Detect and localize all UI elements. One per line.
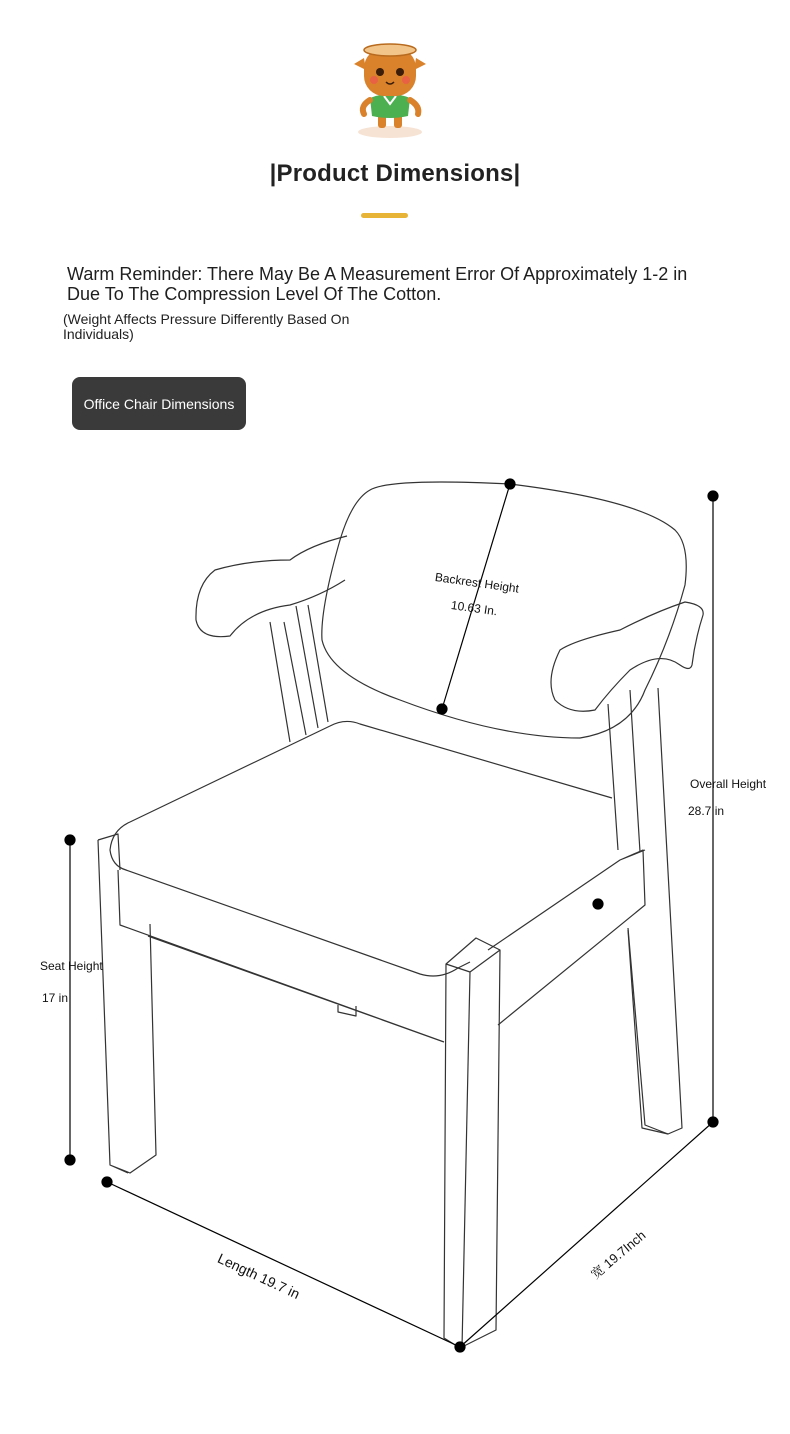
measurement-reminder: Warm Reminder: There May Be A Measurement Error Of Approximately 1-2 in Due To The Compression Level Of The Cotton. [67, 264, 688, 304]
chair-leg-front-right [444, 938, 500, 1348]
chair-seat [110, 721, 612, 976]
overall-height-value: 28.7 in [688, 804, 725, 818]
width-label: 宽 19.7Inch [587, 1227, 649, 1282]
office-chair-dimensions-tag: Office Chair Dimensions [72, 377, 246, 430]
chair-right-armrest [551, 602, 703, 711]
chair-back-post-left [270, 605, 328, 742]
chair-leg-front-left [98, 834, 156, 1173]
chair-seat-side [488, 850, 645, 1025]
chair-backrest [322, 482, 686, 738]
seat-height-value: 17 in [42, 991, 69, 1005]
chair-back-post-right [608, 688, 682, 1134]
weight-note: (Weight Affects Pressure Differently Based On Individuals) [63, 311, 350, 342]
backrest-height-value: 10.63 In. [450, 598, 499, 619]
chair-left-armrest [196, 536, 347, 637]
overall-height-label: Overall Height [690, 777, 767, 791]
backrest-height-label: Backrest Height [434, 570, 520, 596]
chair-seat-front [118, 870, 444, 1042]
page-title: |Product Dimensions| [269, 160, 521, 187]
length-label: Length 19.7 in [215, 1250, 303, 1303]
seat-height-label: Seat Height [40, 959, 103, 973]
